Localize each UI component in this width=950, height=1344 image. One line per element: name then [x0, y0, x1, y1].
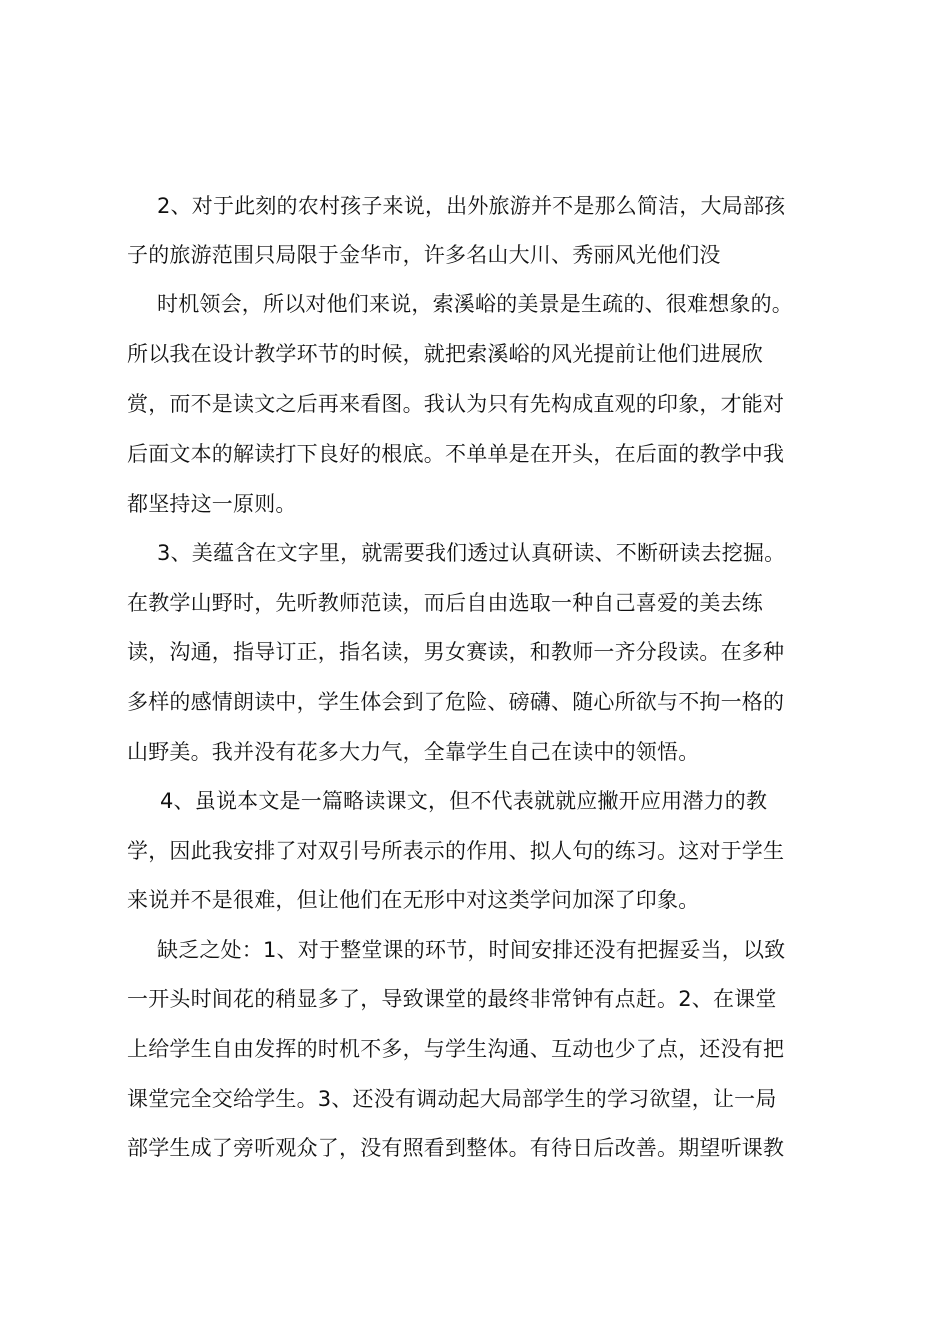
text-line: 读，沟通，指导订正，指名读，男女赛读，和教师一齐分段读。在多种 — [127, 640, 785, 664]
text-line: 赏，而不是读文之后再来看图。我认为只有先构成直观的印象，才能对 — [127, 392, 785, 416]
text-line: 4、虽说本文是一篇略读课文，但不代表就就应撇开应用潜力的教 — [160, 789, 768, 813]
text-line: 部学生成了旁听观众了，没有照看到整体。有待日后改善。期望听课教 — [127, 1136, 785, 1160]
text-line: 都坚持这一原则。 — [127, 492, 297, 516]
text-line: 缺乏之处：1、对于整堂课的环节，时间安排还没有把握妥当，以致 — [157, 938, 786, 962]
text-line: 课堂完全交给学生。3、还没有调动起大局部学生的学习欲望，让一局 — [127, 1087, 777, 1111]
text-line: 子的旅游范围只局限于金华市，许多名山大川、秀丽风光他们没 — [127, 243, 721, 267]
text-line: 山野美。我并没有花多大力气，全靠学生自己在读中的领悟。 — [127, 740, 700, 764]
text-line: 3、美蕴含在文字里，就需要我们透过认真研读、不断研读去挖掘。 — [157, 541, 786, 565]
text-line: 所以我在设计教学环节的时候，就把索溪峪的风光提前让他们进展欣 — [127, 342, 763, 366]
text-line: 多样的感情朗读中，学生体会到了危险、磅礴、随心所欲与不拘一格的 — [127, 690, 785, 714]
text-line: 来说并不是很难，但让他们在无形中对这类学问加深了印象。 — [127, 888, 700, 912]
text-line: 2、对于此刻的农村孩子来说，出外旅游并不是那么简洁，大局部孩 — [157, 194, 786, 218]
text-line: 学，因此我安排了对双引号所表示的作用、拟人句的练习。这对于学生 — [127, 839, 785, 863]
text-line: 一开头时间花的稍显多了，导致课堂的最终非常钟有点赶。2、在课堂 — [127, 987, 777, 1011]
text-line: 上给学生自由发挥的时机不多，与学生沟通、互动也少了点，还没有把 — [127, 1037, 785, 1061]
text-line: 后面文本的解读打下良好的根底。不单单是在开头，在后面的教学中我 — [127, 442, 785, 466]
text-line: 时机领会，所以对他们来说，索溪峪的美景是生疏的、很难想象的。 — [157, 292, 793, 316]
text-line: 在教学山野时，先听教师范读，而后自由选取一种自己喜爱的美去练 — [127, 591, 763, 615]
